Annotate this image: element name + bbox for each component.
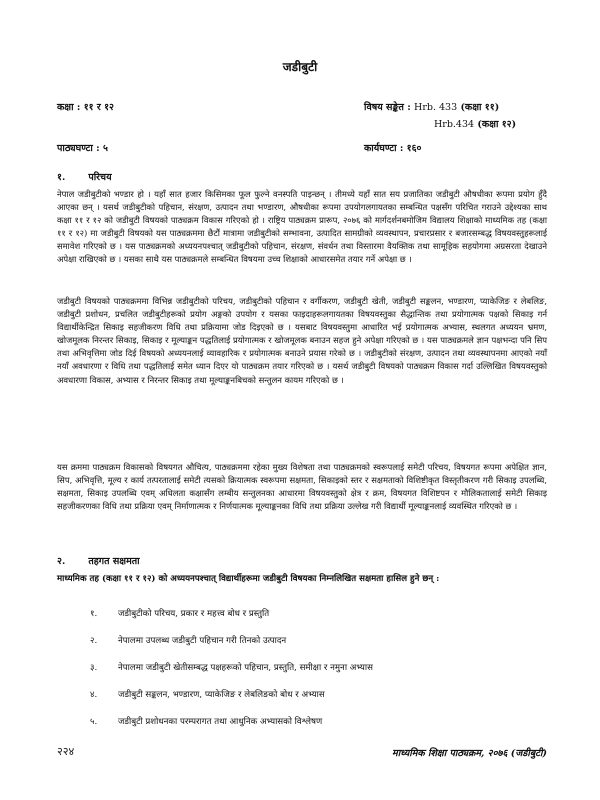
footer-text: माध्यमिक शिक्षा पाठ्यक्रम, २०७६ (जडीबुटी) bbox=[392, 748, 547, 759]
page-footer bbox=[57, 744, 547, 758]
list-item: ५. जडीबुटी प्रशोधनका परम्परागत तथा आधुनिक अभ्यासको विश्लेषण bbox=[90, 717, 323, 727]
page-title: जडीबुटी bbox=[282, 60, 318, 74]
competency-lead: माध्यमिक तह (कक्षा ११ र १२) को अध्ययनपश्चात् विद्यार्थीहरूमा जडीबुटी विषयका निम्नलिखित सक्षमता हासिल हुने छन् : bbox=[57, 574, 440, 584]
section-2-number: २. bbox=[57, 556, 66, 567]
subject-code-2: Hrb.434 bbox=[434, 119, 475, 130]
list-item: ४. जडीबुटी सङ्कलन, भण्डारण, प्याकेजिङ र लेबलिङको बोध र अभ्यास bbox=[90, 690, 325, 700]
list-item: १. जडीबुटीको परिचय, प्रकार र महत्त्व बोध र प्रस्तुति bbox=[90, 609, 270, 619]
section-2-title: तहगत सक्षमता bbox=[88, 556, 140, 567]
class-label: कक्षा : ११ र १२ bbox=[57, 102, 114, 113]
section-1-heading bbox=[57, 170, 112, 183]
list-item: ३. नेपालमा जडीबुटी खेतीसम्बद्ध पक्षहरूको पहिचान, प्रस्तुति, समीक्षा र नमुना अभ्यास bbox=[90, 663, 373, 673]
teaching-hours: पाठ्यघण्टा : ५ bbox=[57, 143, 108, 154]
subject-code-1-class: (कक्षा ११) bbox=[460, 102, 500, 113]
credit-hours: कार्यघण्टा : १६० bbox=[364, 143, 422, 154]
competency-list bbox=[90, 608, 530, 743]
section-2-heading bbox=[57, 554, 140, 567]
subject-code bbox=[364, 100, 516, 130]
section-1-number: १. bbox=[57, 172, 66, 183]
subject-code-line-2 bbox=[364, 117, 516, 130]
subject-code-1: Hrb. 433 bbox=[414, 102, 458, 113]
meta-row-class bbox=[57, 100, 547, 130]
intro-paragraph-3: यस क्रममा पाठ्यक्रम विकासको विषयगत औचित्य, पाठ्यक्रममा रहेका मुख्य विशेषता तथा पाठ्यक्रमको स्वरूपलाई समेटी परिचय, विषयगत रूपमा अपेक्षित ज्ञान, सिप, अभिवृत्ति, मूल्य र कार्य तत्परतालाई समेटी त्यसको क्रियात्मक स्वरूपमा सक्षमता, सिकाइको स्तर र सक्षमताको विशिष्टीकृत विस्तृतीकरण गरी सिकाइ उपलब्धि, सक्षमता, सिकाइ उपलब्धि एवम् अधिलता कक्षासँग लम्बीय सन्तुलनका आधारमा विषयवस्तुको क्षेत्र र क्रम, विषयगत विशिष्टपन र मौलिकतालाई समेटी सिकाइ सहजीकरणका विधि तथा प्रक्रिया एवम् निर्माणात्मक र निर्णयात्मक मूल्याङ्कनका विधि तथा प्रक्रिया उल्लेख गरी विद्यार्थी मूल्याङ्कनलाई व्यवस्थित गरिएको छ । bbox=[57, 462, 547, 512]
page-number: २२४ bbox=[57, 745, 75, 758]
section-1-title: परिचय bbox=[88, 172, 112, 183]
subject-code-2-class: (कक्षा १२) bbox=[477, 119, 517, 130]
intro-paragraph-1: नेपाल जडीबुटीको भण्डार हो । यहाँ सात हजार किसिमका फूल फुल्ने वनस्पति पाइन्छन् । तीमध्ये यहाँ सात सय प्रजातिका जडीबुटी औषधीका रूपमा प्रयोग हुँदै आएका छन् । यसर्थ जडीबुटीको पहिचान, संरक्षण, उत्पादन तथा भण्डारण, औषधीका रूपमा उपयोगलगायतका सम्बन्धित पक्षसँग परिचित गराउने उद्देश्यका साथ कक्षा ११ र १२ को जडीबुटी विषयको पाठ्यक्रम विकास गरिएको हो । राष्ट्रिय पाठ्यक्रम प्रारूप, २०७६ को मार्गदर्शनबमोजिम विद्यालय शिक्षाको माध्यमिक तह (कक्षा ११ र १२) मा जडीबुटी विषयको यस पाठ्यक्रममा छैटौं मात्रामा जडीबुटीको सम्भावना, उत्पादित सामग्रीको व्यवस्थापन, प्रचारप्रसार र बजारसम्बद्ध विषयवस्तुहरूलाई समावेश गरिएको छ । यस पाठ्यक्रमको अध्ययनपश्चात् जडीबुटीको पहिचान, संरक्षण, संवर्धन तथा विस्तारमा वैयक्तिक तथा सामूहिक सहयोगमा अग्रसरता देखाउने अपेक्षा राखिएको छ । यसका साथै यस पाठ्यक्रमले सम्बन्धित विषयमा उच्च शिक्षाको आधारसमेत तयार गर्ने अपेक्षा छ । bbox=[57, 189, 547, 265]
intro-paragraph-2: जडीबुटी विषयको पाठ्यक्रममा विभिन्न जडीबुटीको परिचय, जडीबुटीको पहिचान र वर्गीकरण, जडीबुटी खेती, जडीबुटी सङ्कलन, भण्डारण, प्याकेजिङ र लेबलिङ, जडीबुटी प्रशोधन, प्रचलित जडीबुटीहरूको प्रयोग अङ्गको उपयोग र यसका फाइदाहरूलगायतका विषयवस्तुका सैद्धान्तिक तथा प्रयोगात्मक पक्षको सिकाइ गर्न विद्यार्थीकेन्द्रित सिकाइ सहजीकरण विधि तथा प्रक्रियामा जोड दिइएको छ । यसबाट विषयवस्तुमा आधारित भई प्रयोगात्मक अभ्यास, स्थलगत अध्ययन भ्रमण, खोजमूलक निरन्तर सिकाइ, सिकाइ र मूल्याङ्कन पद्धतिलाई प्रयोगात्मक र खोजमूलक बनाउन सहज हुने अपेक्षा गरिएको छ । यस पाठ्यक्रमले ज्ञान पक्षभन्दा पनि सिप तथा अभिवृत्तिमा जोड दिई विषयको अध्ययनलाई व्यावहारिक र प्रयोगात्मक बनाउने प्रयास गरेको छ । जडीबुटीको संरक्षण, उत्पादन तथा व्यवस्थापनमा आएको नयाँ नयाँ अवधारणा र विधि तथा पद्धतिलाई समेत ध्यान दिएर यो पाठ्यक्रम तयार गरिएको छ । यसर्थ जडीबुटी विषयको पाठ्यक्रम विकास गर्दा उल्लिखित विषयवस्तुको अवधारणा विकास, अभ्यास र निरन्तर सिकाइ तथा मूल्याङ्कनबिचको सन्तुलन कायम गरिएको छ । bbox=[57, 296, 547, 385]
subject-code-label: विषय सङ्केत : bbox=[364, 102, 411, 113]
meta-row-hours bbox=[57, 141, 547, 154]
list-item: २. नेपालमा उपलब्ध जडीबुटी पहिचान गरी तिनको उत्पादन bbox=[90, 636, 287, 646]
